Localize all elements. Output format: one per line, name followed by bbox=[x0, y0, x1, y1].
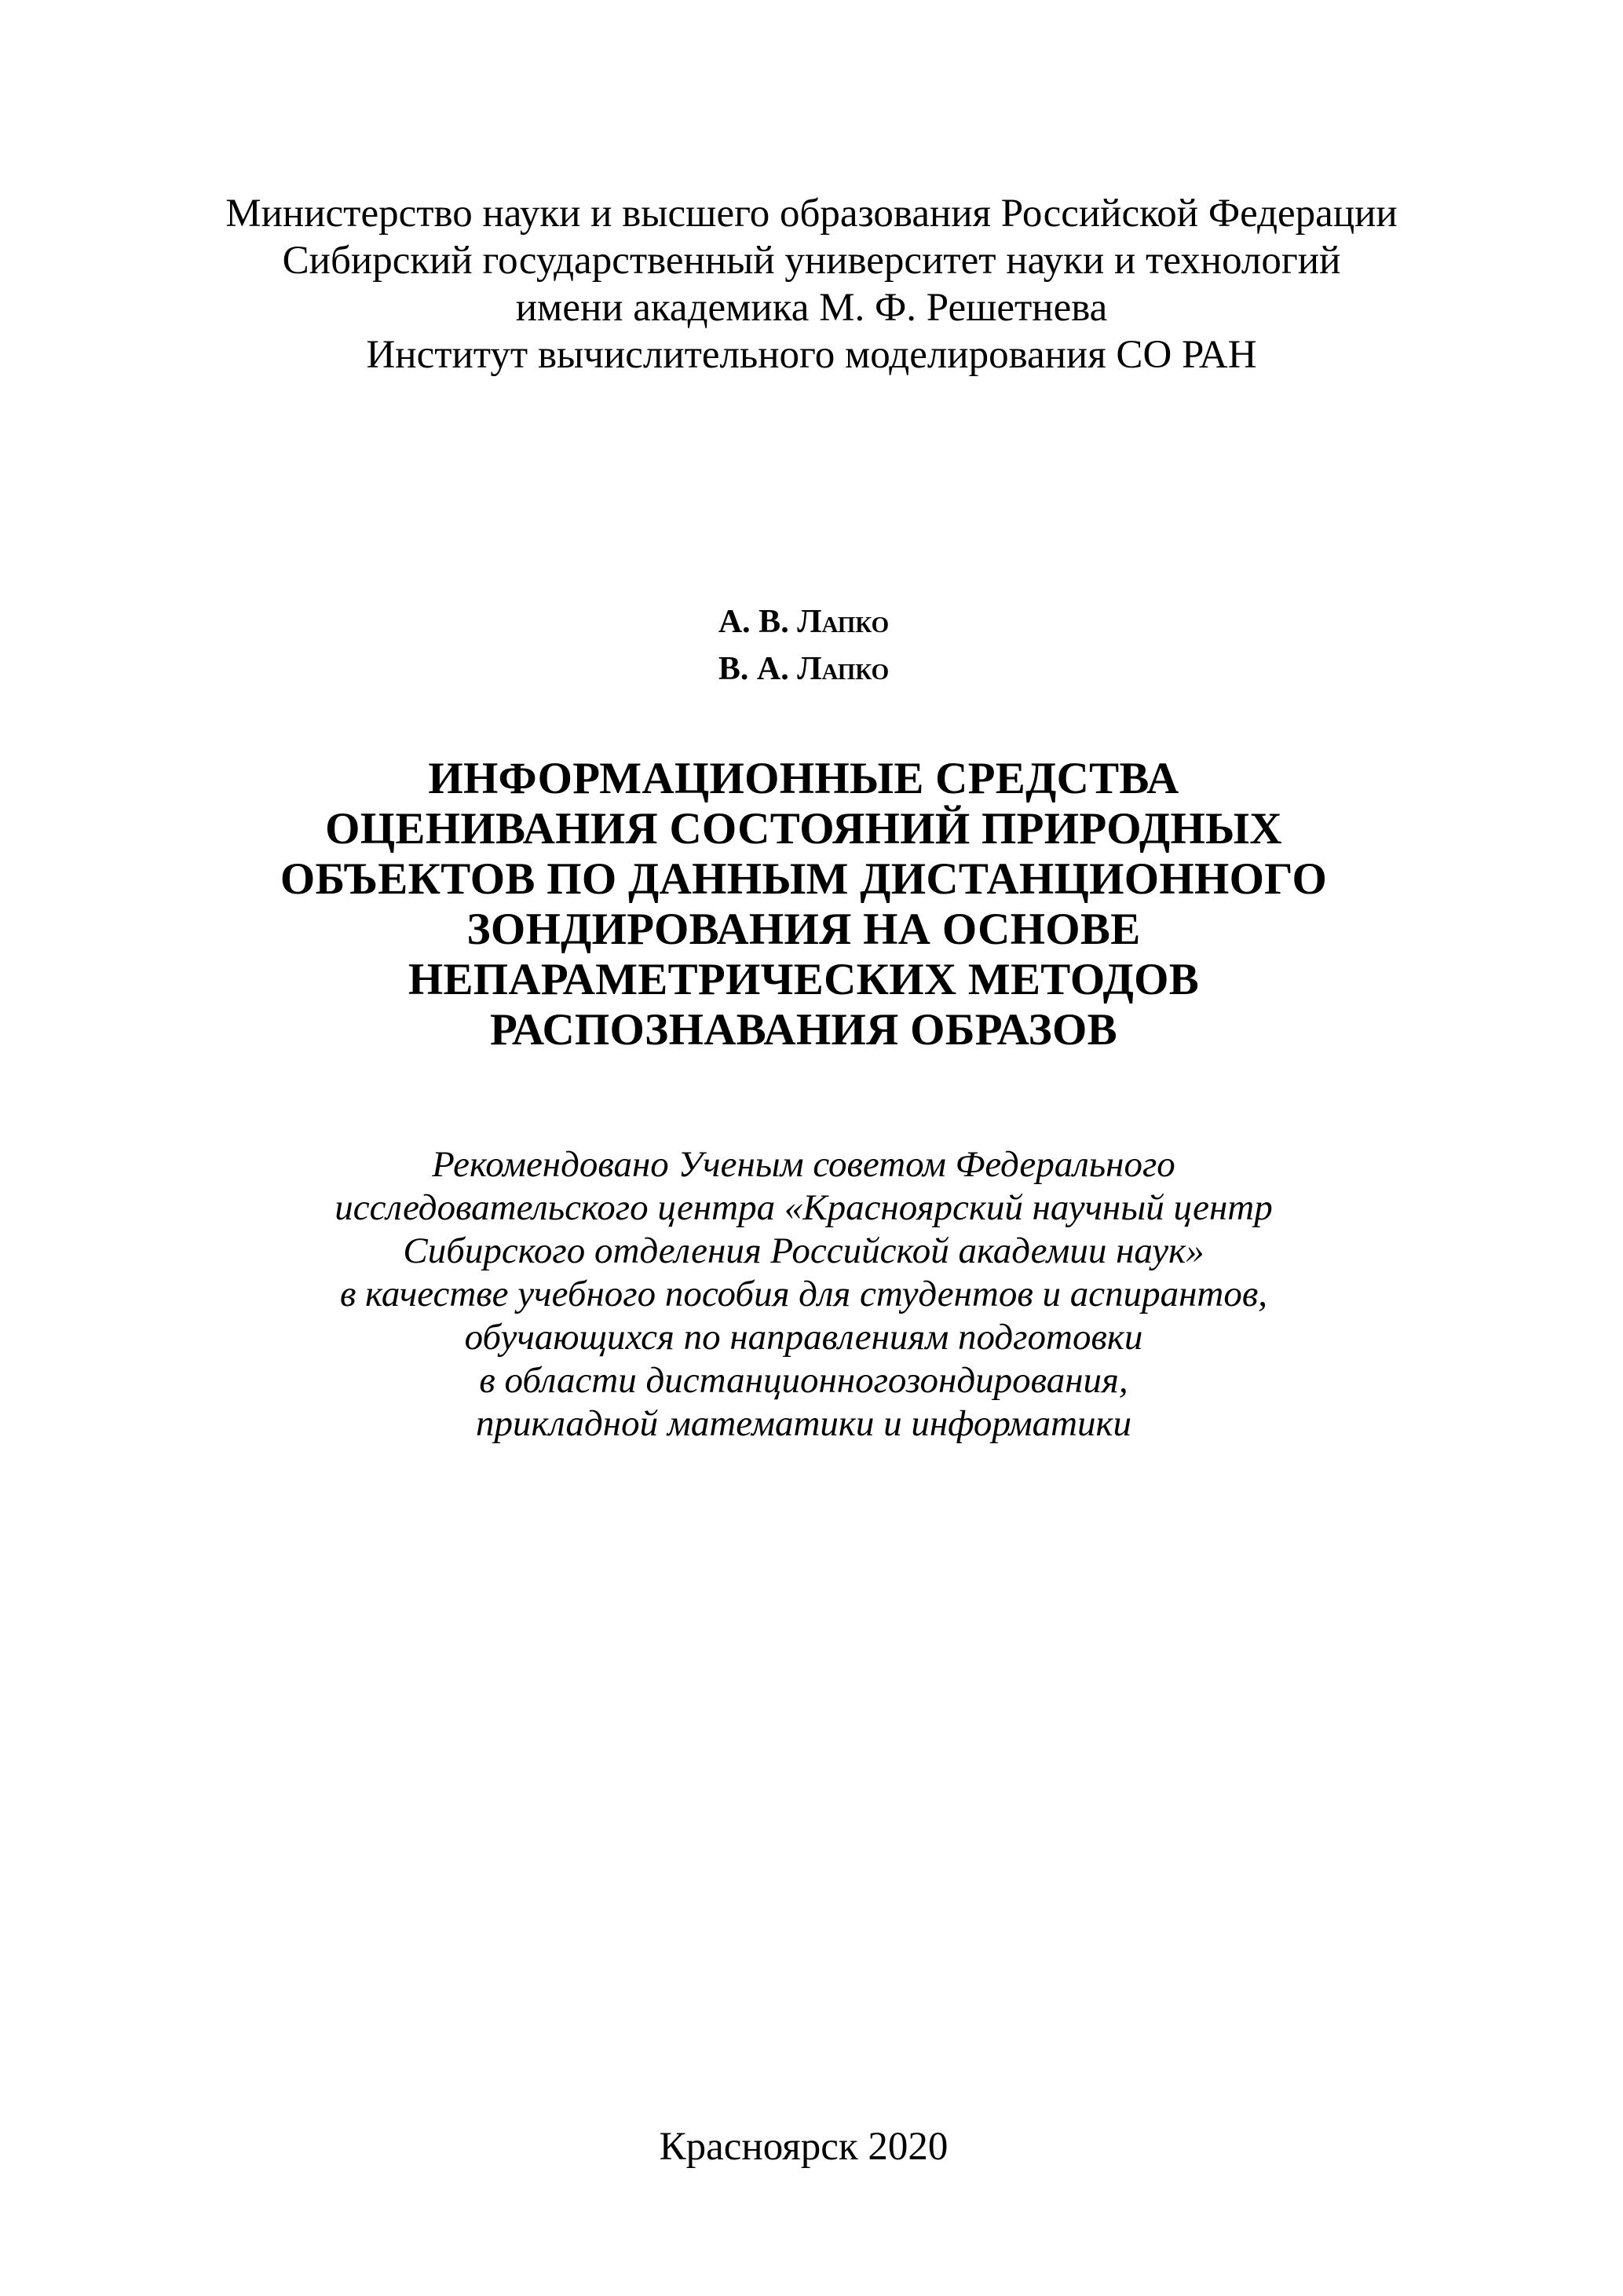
book-title bbox=[0, 754, 1623, 1055]
author-2-initials: В. А. bbox=[718, 651, 789, 687]
city-year: Красноярск 2020 bbox=[659, 2125, 949, 2169]
author-1 bbox=[0, 598, 1615, 645]
title-line-6: РАСПОЗНАВАНИЯ ОБРАЗОВ bbox=[490, 1005, 1117, 1055]
institution-line-university-name: имени академика М. Ф. Решетнева bbox=[515, 286, 1108, 330]
recommendation-line-6: в области дистанционногозондирования, bbox=[479, 1360, 1128, 1401]
recommendation-note bbox=[0, 1143, 1623, 1446]
recommendation-line-2: исследовательского центра «Красноярский научный центр bbox=[334, 1187, 1273, 1228]
institution-line-university: Сибирский государственный университет науки и технологий bbox=[282, 239, 1341, 283]
authors-block bbox=[0, 598, 1623, 693]
recommendation-line-7: прикладной математики и информатики bbox=[475, 1403, 1132, 1444]
author-1-initials: А. В. bbox=[718, 604, 789, 640]
recommendation-line-4: в качестве учебного пособия для студентов и аспирантов, bbox=[339, 1274, 1268, 1314]
recommendation-line-5: обучающихся по направлениям подготовки bbox=[464, 1317, 1143, 1358]
author-2-surname: Лапко bbox=[797, 651, 890, 687]
author-2 bbox=[0, 645, 1615, 693]
title-line-1: ИНФОРМАЦИОННЫЕ СРЕДСТВА bbox=[428, 754, 1179, 803]
recommendation-line-3: Сибирского отделения Российской академии наук» bbox=[403, 1230, 1204, 1271]
title-line-3: ОБЪЕКТОВ ПО ДАННЫМ ДИСТАНЦИОННОГО bbox=[280, 854, 1328, 904]
imprint bbox=[0, 2123, 1623, 2170]
author-1-surname: Лапко bbox=[797, 604, 890, 640]
title-line-4: ЗОНДИРОВАНИЯ НА ОСНОВЕ bbox=[466, 905, 1141, 954]
recommendation-line-1: Рекомендовано Ученым советом Федерального bbox=[432, 1144, 1175, 1185]
title-line-5: НЕПАРАМЕТРИЧЕСКИХ МЕТОДОВ bbox=[408, 955, 1200, 1004]
institutions-header bbox=[0, 190, 1623, 378]
institution-line-ministry: Министерство науки и высшего образования Российской Федерации bbox=[225, 192, 1398, 236]
institution-line-institute: Институт вычислительного моделирования СО РАН bbox=[366, 333, 1257, 377]
title-line-2: ОЦЕНИВАНИЯ СОСТОЯНИЙ ПРИРОДНЫХ bbox=[325, 804, 1282, 854]
